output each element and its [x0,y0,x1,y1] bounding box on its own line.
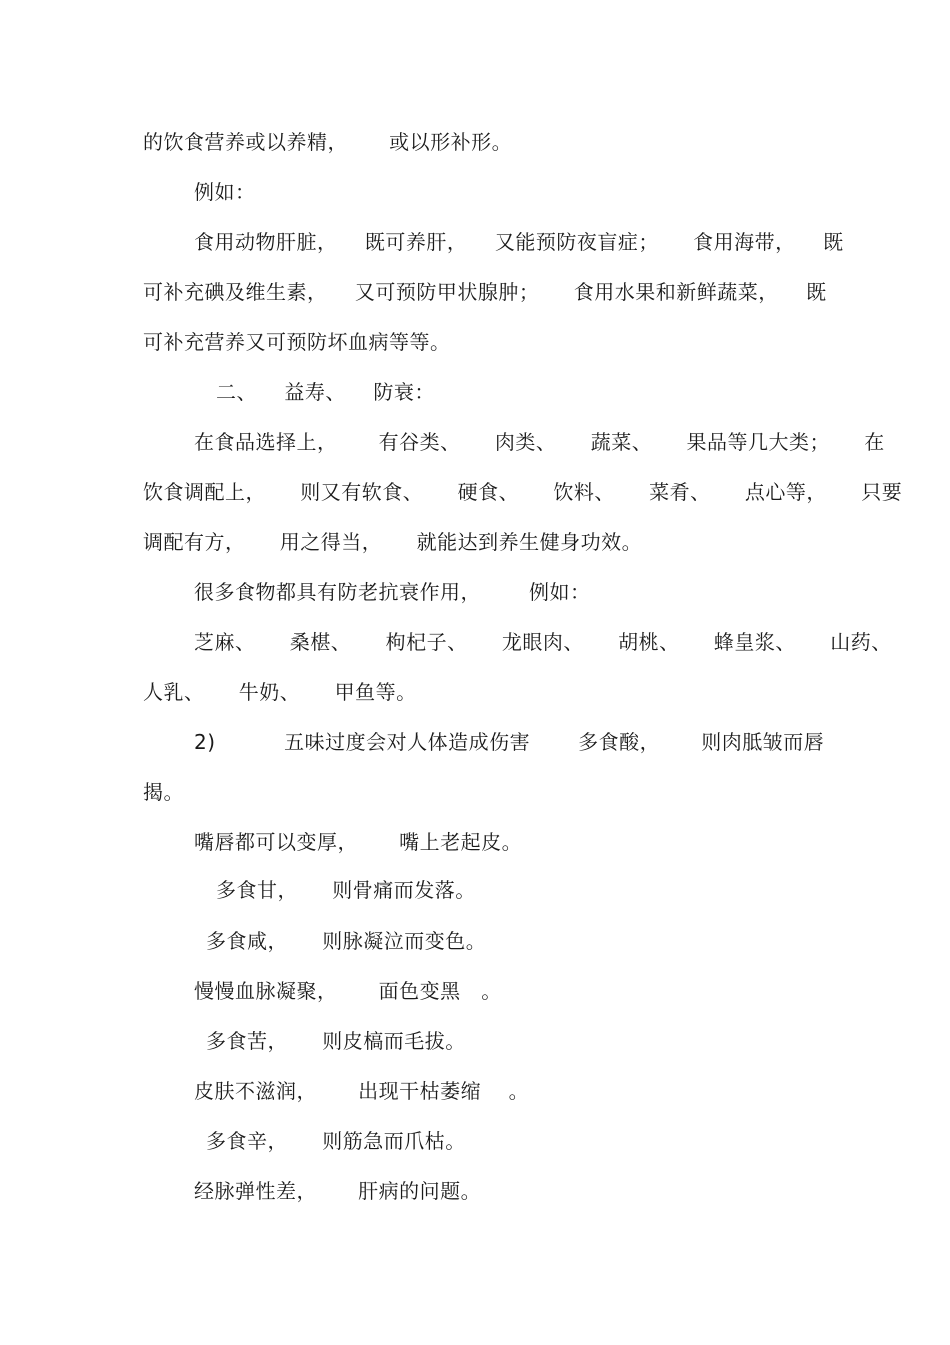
text-line-12: 人乳、 牛奶、 甲鱼等。 [143,680,417,704]
text-line-10: 很多食物都具有防老抗衰作用， 例如： [194,580,591,604]
text-line-20: 皮肤不滋润， 出现干枯萎缩 。 [194,1079,530,1103]
text-line-13: 2) 五味过度会对人体造成伤害 多食酸， 则肉胝皱而唇 [194,730,825,754]
text-line-19: 多食苦， 则皮槁而毛拔。 [206,1029,466,1053]
text-line-21: 多食辛， 则筋急而爪枯。 [206,1129,466,1153]
text-line-11: 芝麻、 桑椹、 枸杞子、 龙眼肉、 胡桃、 蜂皇浆、 山药、 [194,630,892,654]
text-line-15: 嘴唇都可以变厚， 嘴上老起皮。 [194,830,523,854]
text-line-4: 可补充碘及维生素， 又可预防甲状腺肿； 食用水果和新鲜蔬菜， 既 [143,280,827,304]
section-heading: 二、 益寿、 防衰： [216,380,435,404]
text-line-16: 多食甘， 则骨痛而发落。 [216,878,476,902]
text-line-9: 调配有方， 用之得当， 就能达到养生健身功效。 [143,530,643,554]
text-line-1: 的饮食营养或以养精， 或以形补形。 [143,130,513,154]
text-line-14: 揭。 [143,780,184,804]
text-line-5: 可补充营养又可预防坏血病等等。 [143,330,451,354]
text-line-8: 饮食调配上， 则又有软食、 硬食、 饮料、 菜肴、 点心等， 只要 [143,480,903,504]
text-line-17: 多食咸， 则脉凝泣而变色。 [206,929,487,953]
text-line-3: 食用动物肝脏， 既可养肝， 又能预防夜盲症； 食用海带， 既 [194,230,844,254]
text-line-2: 例如： [194,180,256,204]
text-line-18: 慢慢血脉凝聚， 面色变黑 。 [194,979,502,1003]
text-line-7: 在食品选择上， 有谷类、 肉类、 蔬菜、 果品等几大类； 在 [194,430,885,454]
text-line-22: 经脉弹性差， 肝病的问题。 [194,1179,482,1203]
